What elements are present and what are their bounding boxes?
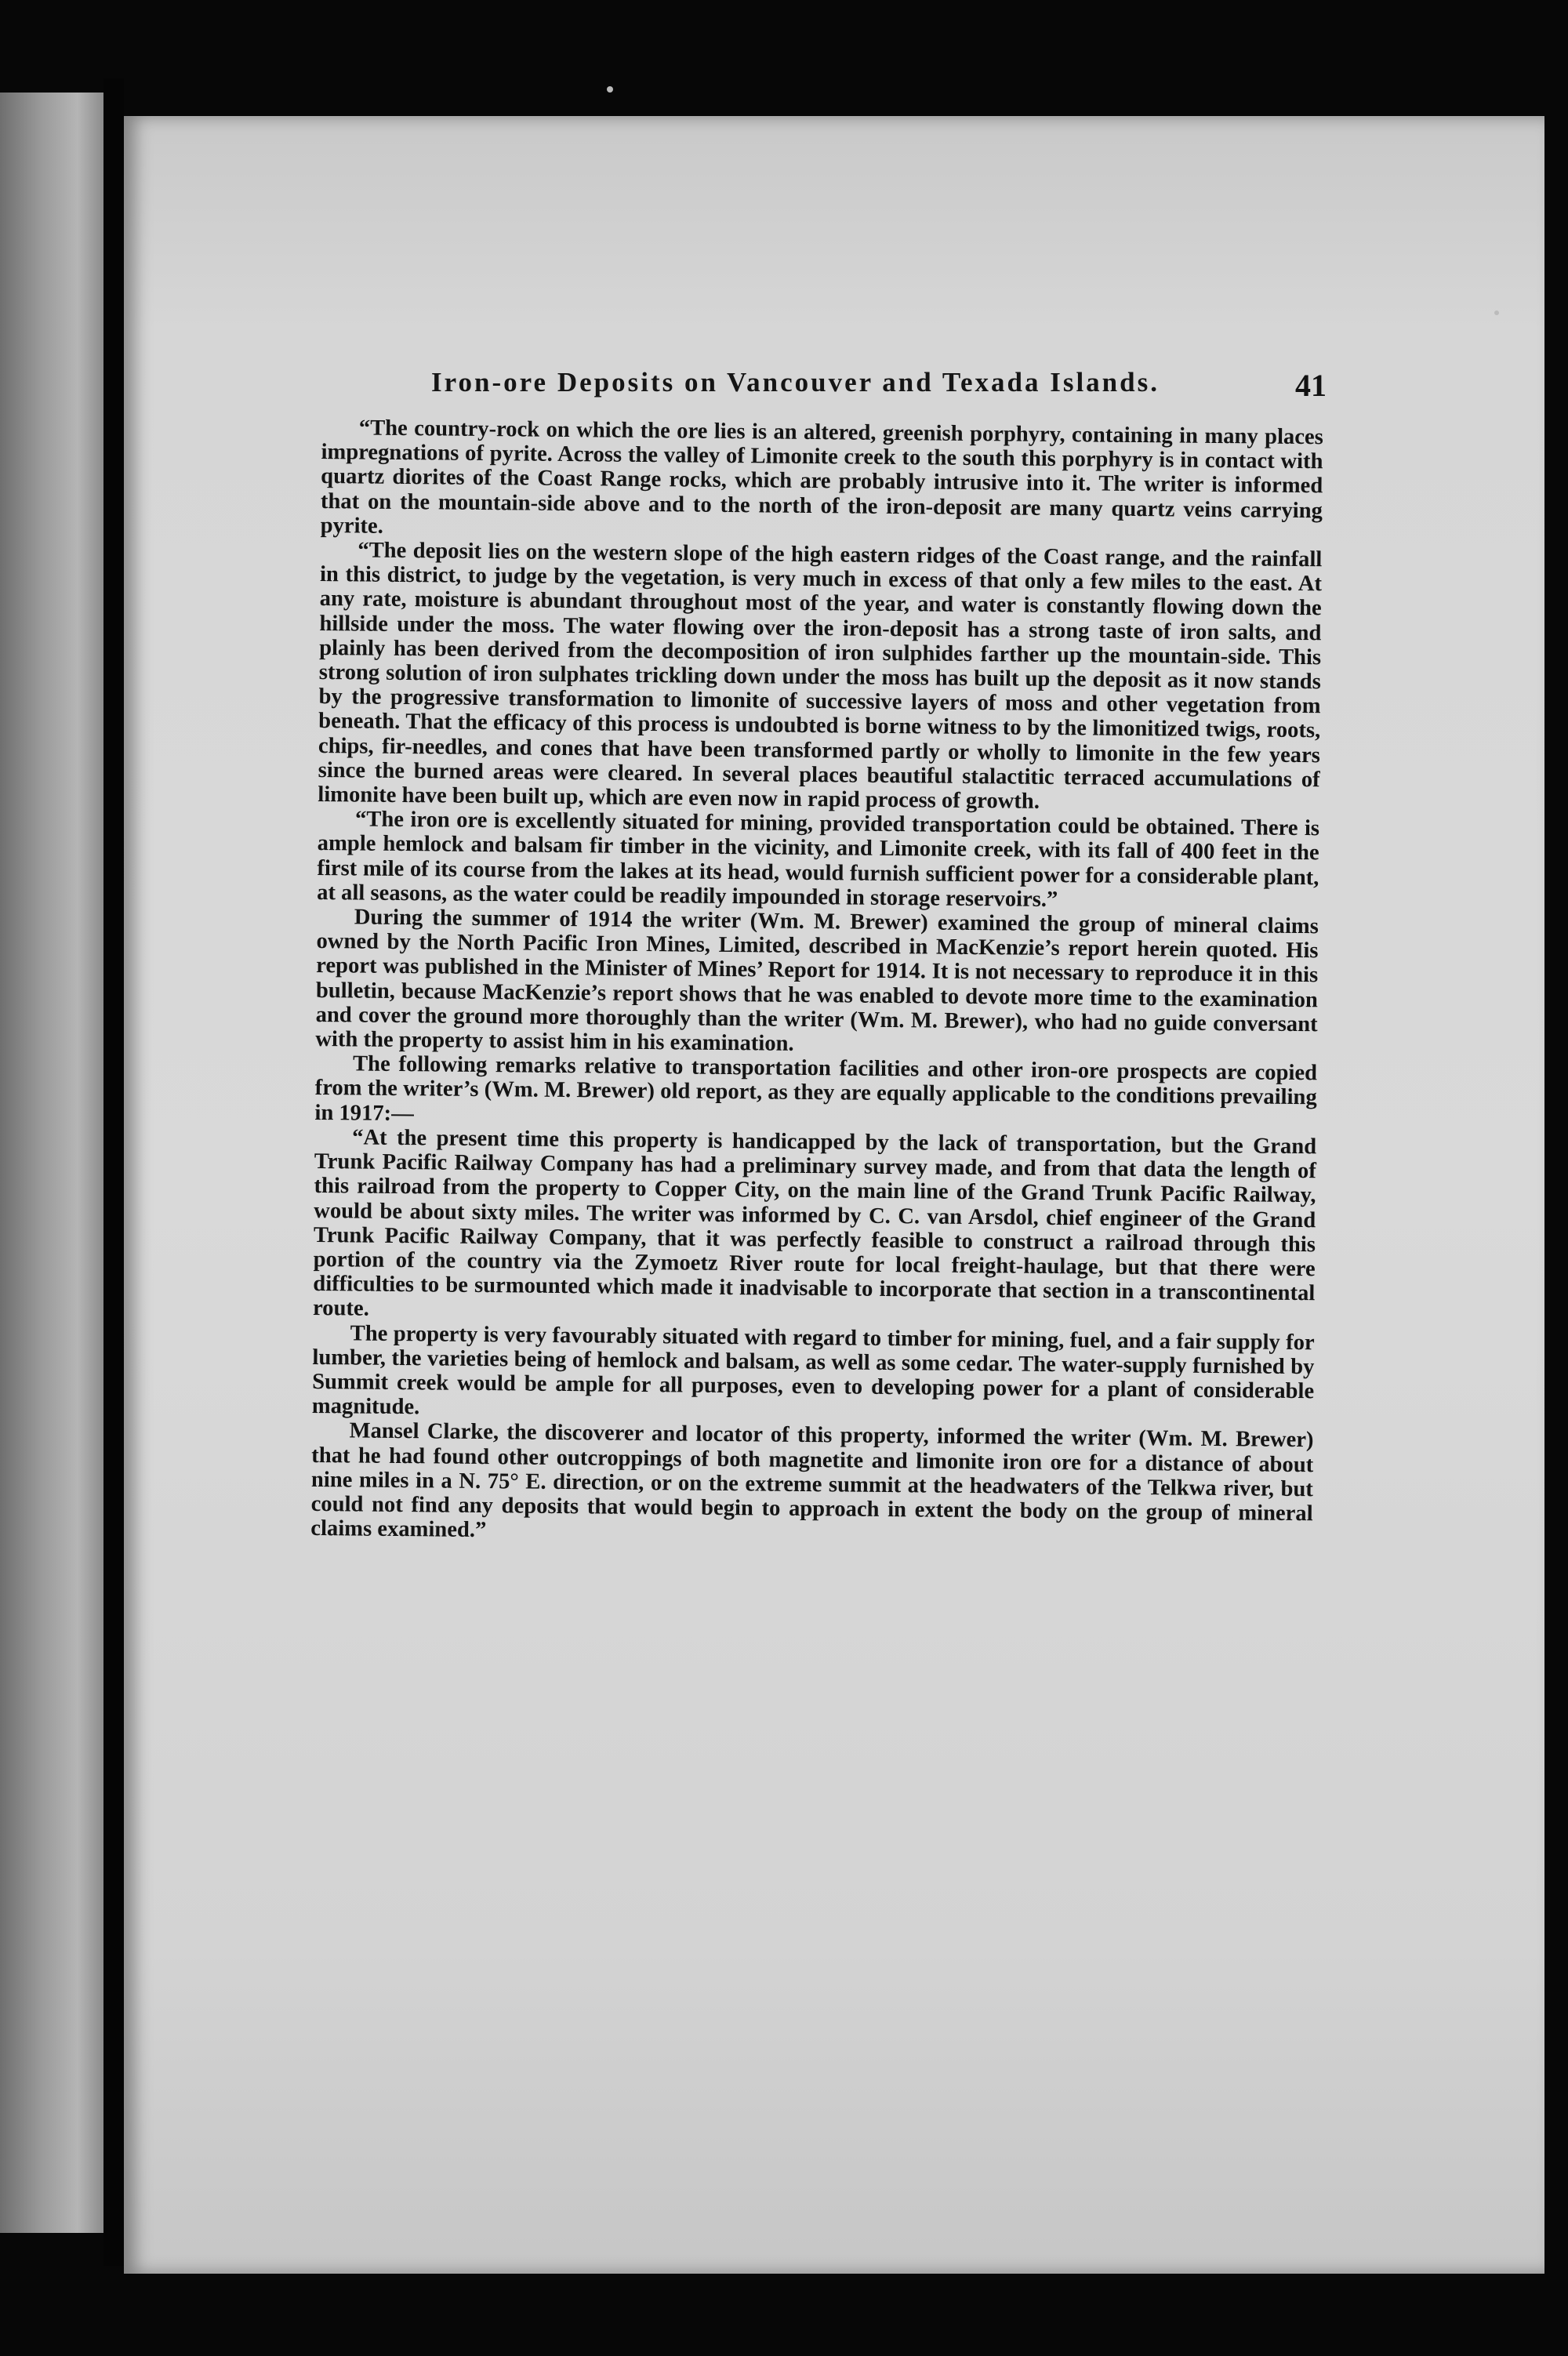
paragraph: The following remarks relative to transportation facilities and other iron-ore prospects are copied from the writer’s (Wm. M. Brewer) old report, as they are equally applicable to the conditions prevailing in 1917:— (314, 1051, 1318, 1126)
speck-right (1494, 310, 1499, 315)
left-page-edge (0, 93, 103, 2233)
body-text (310, 416, 1323, 1551)
speck-top (607, 86, 613, 93)
running-head: Iron-ore Deposits on Vancouver and Texada Islands. (431, 367, 1160, 398)
paragraph: “The iron ore is excellently situated for mining, provided transportation could be obtained. There is ample hemlock and balsam fir timber in the vicinity, and Limonite creek, with its fall of 400 feet in the first mile of its course from the lakes at its head, would furnish sufficient power for a considerable plant, at all seasons, as the water could be readily impounded in storage reservoirs.” (317, 807, 1320, 912)
paragraph: “The deposit lies on the western slope of the high eastern ridges of the Coast range, and the rainfall in this district, to judge by the vegetation, is very much in excess of that only a few miles to the east. At any rate, moisture is abundant throughout most of the year, and water is constantly flowing down the hillside under the moss. The water flowing over the iron-deposit has a strong taste of iron salts, and plainly has been derived from the decomposition of iron sulphides farther up the mountain-side. This strong solution of iron sulphates trickling down under the moss has built up the deposit as it now stands by the progressive transformation to limonite of successive layers of moss and other vegetation from beneath. That the efficacy of this process is undoubted is borne witness to by the limonitized twigs, roots, chips, fir-needles, and cones that have been transformed partly or wholly to limonite in the few years since the burned areas were cleared. In several places beautiful stalactitic terraced accumulations of limonite have been built up, which are even now in rapid process of growth. (318, 538, 1323, 814)
book-gutter (103, 78, 124, 2266)
paragraph: During the summer of 1914 the writer (Wm. M. Brewer) examined the group of mineral claims owned by the North Pacific Iron Mines, Limited, described in MacKenzie’s report herein quoted. His report was published in the Minister of Mines’ Report for 1914. It is not necessary to reproduce it in this bulletin, because MacKenzie’s report shows that he was enabled to devote more time to the examination and cover the ground more thoroughly than the writer (Wm. M. Brewer), who had no guide conversant with the property to assist him in his examination. (315, 905, 1319, 1056)
page-number: 41 (1295, 368, 1327, 403)
paragraph: “The country-rock on which the ore lies is an altered, greenish porphyry, containing in many places impregnations of pyrite. Across the valley of Limonite creek to the south this porphyry is in contact with quartz diorites of the Coast Range rocks, which are probably intrusive into it. The writer is informed that on the mountain-side above and to the north of the iron-deposit are many quartz veins carrying pyrite. (320, 416, 1323, 539)
paragraph: “At the present time this property is handicapped by the lack of transportation, but the Grand Trunk Pacific Railway Company has had a preliminary survey made, and from that data the length of this railroad from the property to Copper City, on the main line of the Grand Trunk Pacific Railway, would be about sixty miles. The writer was informed by C. C. van Arsdol, chief engineer of the Grand Trunk Pacific Railway Company, that it was perfectly feasible to construct a railroad through this portion of the country via the Zymoetz River route for local freight-haulage, but that there were difficulties to be surmounted which made it inadvisable to incorporate that section in a transcontinental route. (312, 1125, 1317, 1321)
paragraph: The property is very favourably situated with regard to timber for mining, fuel, and a fair supply for lumber, the varieties being of hemlock and balsam, as well as some cedar. The water-supply furnished by Summit creek would be ample for all purposes, even to developing power for a plant of considerable magnitude. (311, 1320, 1315, 1420)
paragraph: Mansel Clarke, the discoverer and locator of this property, informed the writer (Wm. M. Brewer) that he had found other outcroppings of both magnetite and limonite iron ore for a distance of about nine miles in a N. 75° E. direction, or on the extreme summit at the headwaters of the Telkwa river, but could not find any deposits that would begin to approach in extent the body on the group of mineral claims examined.” (310, 1418, 1314, 1543)
